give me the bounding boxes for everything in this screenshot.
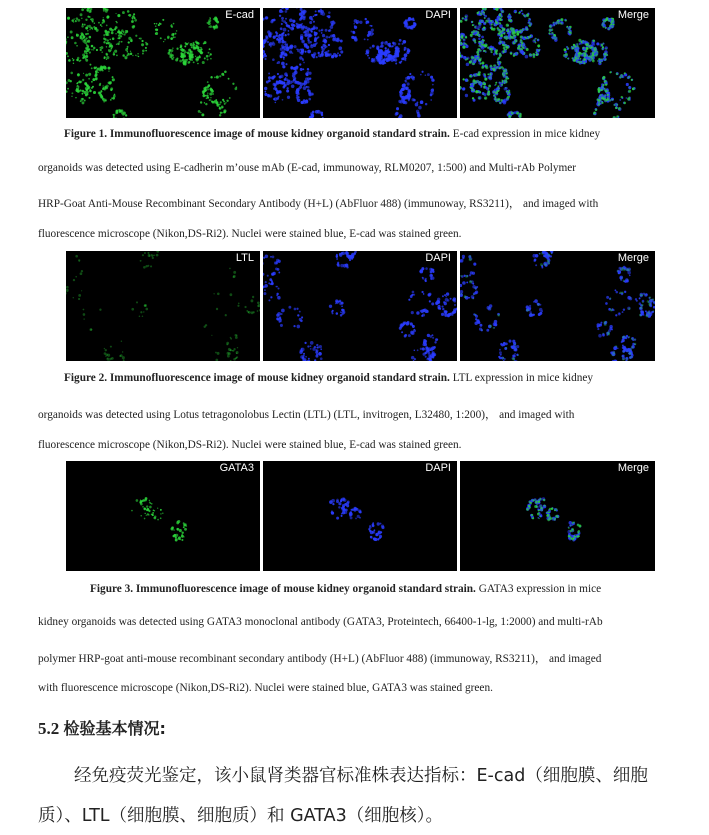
caption-line: with fluorescence microscope (Nikon,DS-Ri2). Nuclei were stained blue, GATA3 was stained green. (38, 682, 493, 694)
section-heading (38, 716, 166, 739)
caption-line: GATA3 expression in mice (475, 583, 602, 595)
figure-2-dapi-panel (263, 251, 457, 361)
figure-3-panels (66, 461, 655, 571)
section-number: 5.2 (38, 719, 60, 738)
figure-2-ltl-panel (66, 251, 260, 361)
figure-2-dapi-image (263, 251, 457, 361)
panel-label: Merge (617, 9, 649, 21)
figure-1-merge-image (460, 8, 655, 118)
caption-line: organoids was detected using E-cadherin m’ouse mAb (E-cad, immunoway, RLM0207, 1:500) and Multi-rAb Polymer (38, 162, 577, 174)
panel-label: DAPI (425, 462, 451, 474)
figure-3-dapi-panel (263, 461, 457, 571)
figure-1-ecad-image (66, 8, 260, 118)
figure-3-merge-image (460, 461, 655, 571)
body-paragraph-line: 质）、LTL（细胞膜、细胞质）和 GATA3（细胞核）。 (38, 806, 443, 826)
panel-label: GATA3 (219, 462, 254, 474)
panel-label: LTL (235, 252, 254, 264)
caption-line: polymer HRP-goat anti-mouse recombinant secondary antibody (H+L) (AbFluor 488) (immunoway, RS3211)， and imaged (38, 653, 602, 665)
caption-line: kidney organoids was detected using GATA3 monoclonal antibody (GATA3, Proteintech, 66400-1-lg, 1:2000) and multi-rAb (38, 616, 603, 628)
figure-2-merge-panel (460, 251, 655, 361)
caption-line: fluorescence microscope (Nikon,DS-Ri2). Nuclei were stained blue, E-cad was stained green. (38, 228, 462, 240)
panel-label: Merge (617, 252, 649, 264)
caption-line: E-cad expression in mice kidney (449, 128, 601, 140)
figure-1-dapi-panel (263, 8, 457, 118)
body-paragraph-line: 经免疫荧光鉴定，该小鼠肾类器官标准株表达指标：E-cad（细胞膜、细胞 (74, 766, 648, 786)
figure-3-dapi-image (263, 461, 457, 571)
panel-label: DAPI (425, 252, 451, 264)
caption-line: LTL expression in mice kidney (449, 372, 594, 384)
figure-1-ecad-panel (66, 8, 260, 118)
figure-3-gata3-panel (66, 461, 260, 571)
section-title: 检验基本情况: (63, 719, 166, 738)
figure-2-caption-title: Figure 2. Immunofluorescence image of mouse kidney organoid standard strain. (64, 372, 450, 384)
figure-1-panels (66, 8, 655, 118)
figure-2-merge-image (460, 251, 655, 361)
panel-label: Merge (617, 462, 649, 474)
figure-1-merge-panel (460, 8, 655, 118)
panel-label: E-cad (225, 9, 254, 21)
panel-label: DAPI (425, 9, 451, 21)
figure-2-panels (66, 251, 655, 361)
figure-3-gata3-image (66, 461, 260, 571)
figure-2-ltl-image (66, 251, 260, 361)
caption-line: fluorescence microscope (Nikon,DS-Ri2). Nuclei were stained blue, E-cad was stained green. (38, 439, 462, 451)
caption-line: HRP-Goat Anti-Mouse Recombinant Secondary Antibody (H+L) (AbFluor 488) (immunoway, RS3211)， and imaged with (38, 198, 599, 210)
figure-1-caption-title: Figure 1. Immunofluorescence image of mouse kidney organoid standard strain. (64, 128, 450, 140)
figure-1-dapi-image (263, 8, 457, 118)
figure-3-merge-panel (460, 461, 655, 571)
figure-3-caption-title: Figure 3. Immunofluorescence image of mouse kidney organoid standard strain. (90, 583, 476, 595)
caption-line: organoids was detected using Lotus tetragonolobus Lectin (LTL) (LTL, invitrogen, L32480, 1:200)， and imaged with (38, 409, 575, 421)
